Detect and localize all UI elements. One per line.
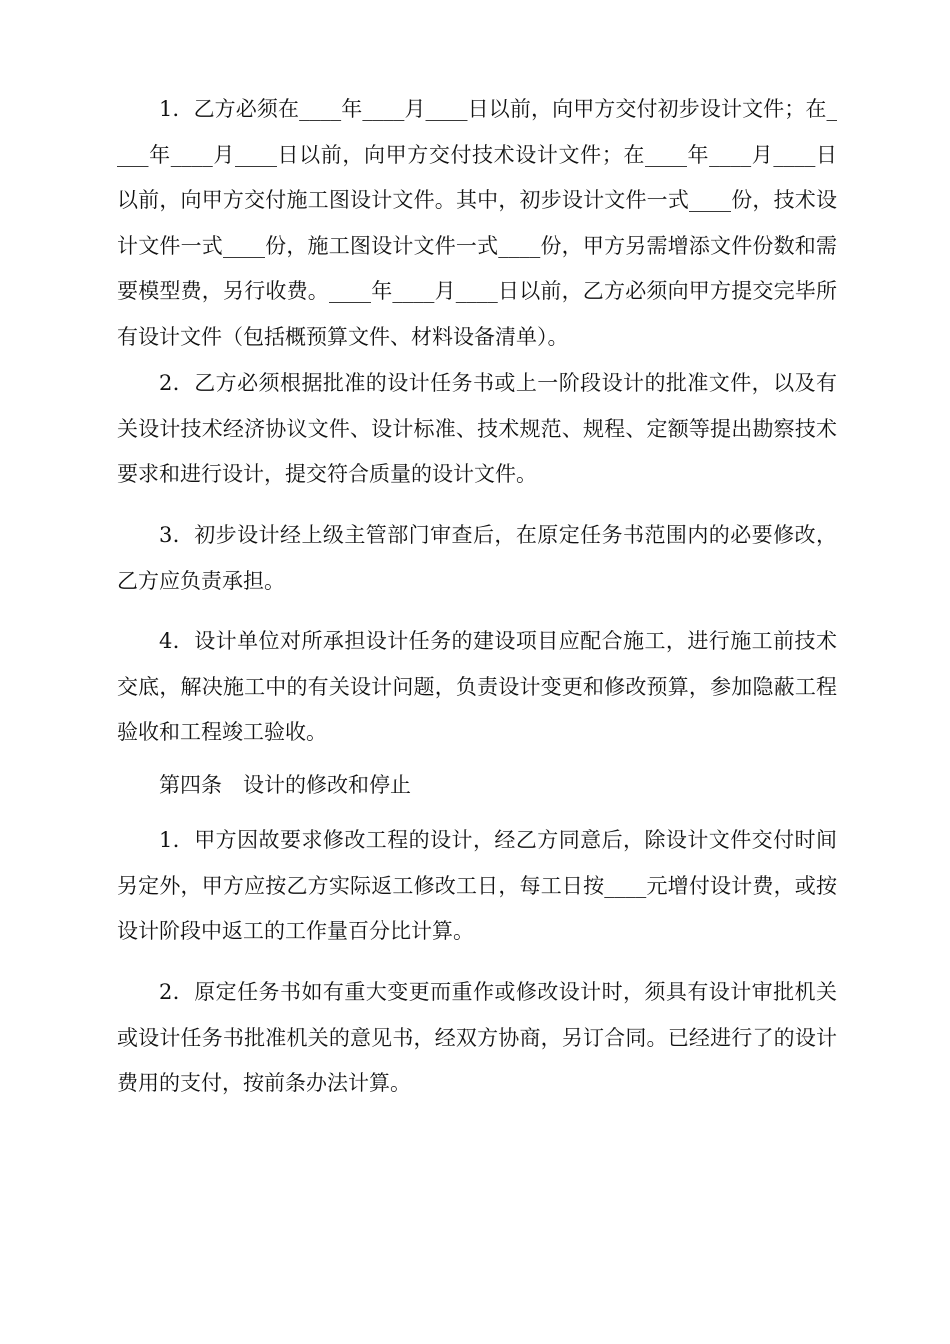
clause-paragraph: 2．乙方必须根据批准的设计任务书或上一阶段设计的批准文件，以及有关设计技术经济协议文件、设计标准、技术规范、规程、定额等提出勘察技术要求和进行设计，提交符合质量的设计文件。 <box>117 371 837 487</box>
section-heading: 第四条 设计的修改和停止 <box>159 773 411 797</box>
clause-paragraph: 2．原定任务书如有重大变更而重作或修改设计时，须具有设计审批机关或设计任务书批准机关的意见书，经双方协商，另订合同。已经进行了的设计费用的支付，按前条办法计算。 <box>117 980 837 1096</box>
clause-paragraph: 4．设计单位对所承担设计任务的建设项目应配合施工，进行施工前技术交底，解决施工中的有关设计问题，负责设计变更和修改预算，参加隐蔽工程验收和工程竣工验收。 <box>117 629 837 745</box>
clause-paragraph: 1．乙方必须在____年____月____日以前，向甲方交付初步设计文件；在____年____月____日以前，向甲方交付技术设计文件；在____年____月____日以前，向甲方交付施工图设计文件。其中，初步设计文件一式____份，技术设计文件一式____份，施工图设计文件一式____份，甲方另需增添文件份数和需要模型费，另行收费。____年____月____日以前，乙方必须向甲方提交完毕所有设计文件（包括概预算文件、材料设备清单）。 <box>117 97 837 349</box>
clause-paragraph: 3．初步设计经上级主管部门审查后，在原定任务书范围内的必要修改，乙方应负责承担。 <box>117 523 837 593</box>
clause-paragraph: 1．甲方因故要求修改工程的设计，经乙方同意后，除设计文件交付时间另定外，甲方应按乙方实际返工修改工日，每工日按____元增付设计费，或按设计阶段中返工的工作量百分比计算。 <box>117 828 837 944</box>
